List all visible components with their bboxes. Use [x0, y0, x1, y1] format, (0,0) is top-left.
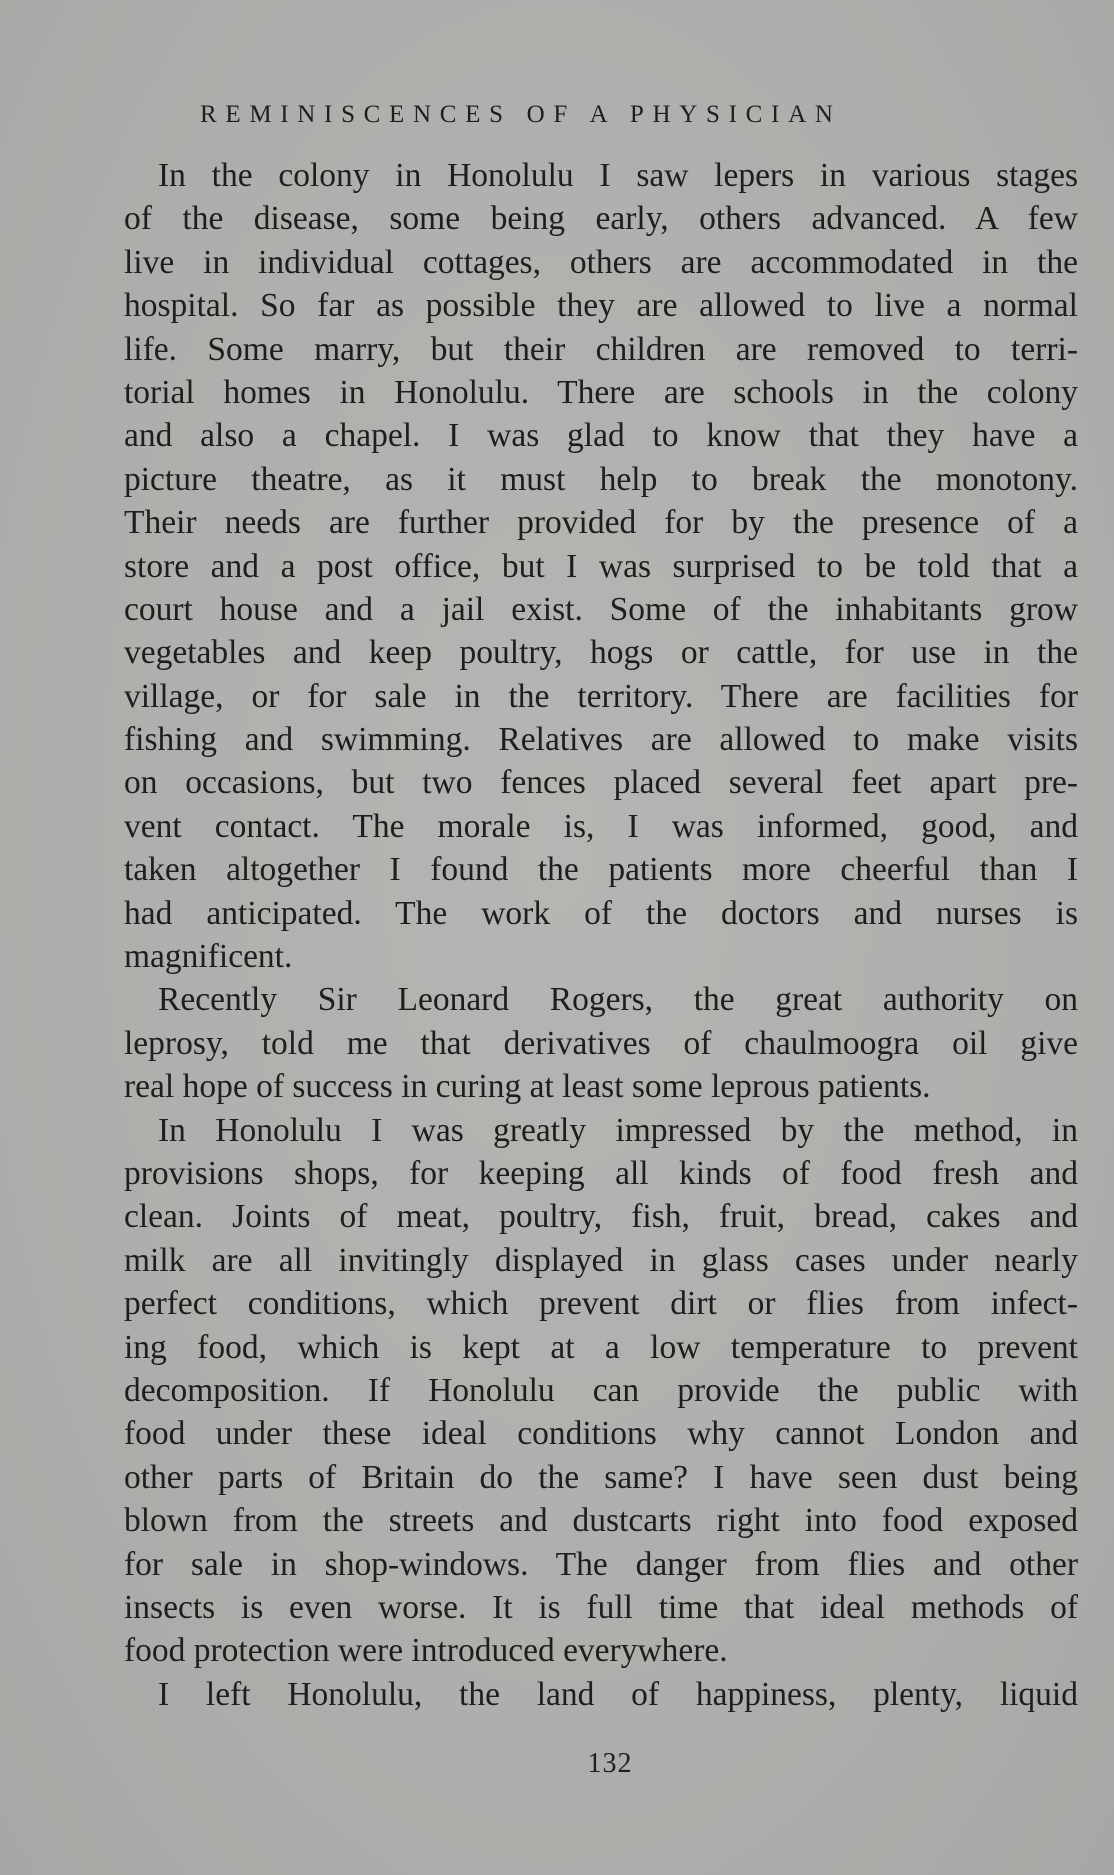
text-line: magnificent. [124, 938, 293, 976]
text-line: on occasions, but two fences placed several feet apart pre- [124, 764, 1078, 802]
text-line: real hope of success in curing at least some leprous patients. [124, 1068, 931, 1106]
page-number: 132 [587, 1748, 633, 1779]
text-line: live in individual cottages, others are accommodated in the [124, 243, 1078, 281]
text-line: insects is even worse. It is full time that ideal methods of [124, 1588, 1078, 1626]
body-text [124, 154, 1078, 1716]
text-line: other parts of Britain do the same? I have seen dust being [124, 1458, 1078, 1496]
text-line: leprosy, told me that derivatives of chaulmoogra oil give [124, 1024, 1078, 1062]
text-line: hospital. So far as possible they are allowed to live a normal [124, 287, 1078, 325]
text-line: village, or for sale in the territory. There are facilities for [124, 677, 1078, 715]
text-line: food under these ideal conditions why cannot London and [124, 1415, 1078, 1453]
text-line: In the colony in Honolulu I saw lepers in various stages [158, 157, 1078, 194]
text-line: torial homes in Honolulu. There are schools in the colony [124, 373, 1078, 411]
text-line: milk are all invitingly displayed in glass cases under nearly [124, 1241, 1078, 1279]
text-line: vegetables and keep poultry, hogs or cattle, for use in the [124, 634, 1078, 672]
text-line: blown from the streets and dustcarts right into food exposed [124, 1502, 1078, 1540]
text-line: ing food, which is kept at a low temperature to prevent [124, 1328, 1078, 1366]
text-line: I left Honolulu, the land of happiness, plenty, liquid [158, 1675, 1078, 1713]
text-line: and also a chapel. I was glad to know that they have a [124, 417, 1078, 455]
text-line: store and a post office, but I was surprised to be told that a [124, 547, 1078, 585]
text-line: decomposition. If Honolulu can provide the public with [124, 1371, 1078, 1409]
text-line: perfect conditions, which prevent dirt or flies from infect- [124, 1285, 1078, 1323]
text-line: Their needs are further provided for by the presence of a [124, 504, 1078, 542]
text-line: fishing and swimming. Relatives are allowed to make visits [124, 721, 1078, 759]
text-line: court house and a jail exist. Some of the inhabitants grow [124, 590, 1078, 628]
text-line: taken altogether I found the patients more cheerful than I [124, 851, 1078, 889]
text-line: for sale in shop-windows. The danger from flies and other [124, 1545, 1078, 1583]
text-line: food protection were introduced everywhere. [124, 1632, 728, 1670]
text-line: life. Some marry, but their children are removed to terri- [124, 330, 1078, 368]
text-line: vent contact. The morale is, I was informed, good, and [124, 807, 1078, 845]
running-head: REMINISCENCES OF A PHYSICIAN [200, 101, 842, 128]
text-line: In Honolulu I was greatly impressed by the method, in [158, 1111, 1078, 1149]
text-line: had anticipated. The work of the doctors and nurses is [124, 894, 1078, 932]
text-line: clean. Joints of meat, poultry, fish, fruit, bread, cakes and [124, 1198, 1078, 1236]
text-line: Recently Sir Leonard Rogers, the great authority on [158, 981, 1078, 1019]
text-line: of the disease, some being early, others advanced. A few [124, 200, 1078, 238]
text-line: picture theatre, as it must help to break the monotony. [124, 460, 1078, 498]
text-line: provisions shops, for keeping all kinds of food fresh and [124, 1154, 1078, 1192]
